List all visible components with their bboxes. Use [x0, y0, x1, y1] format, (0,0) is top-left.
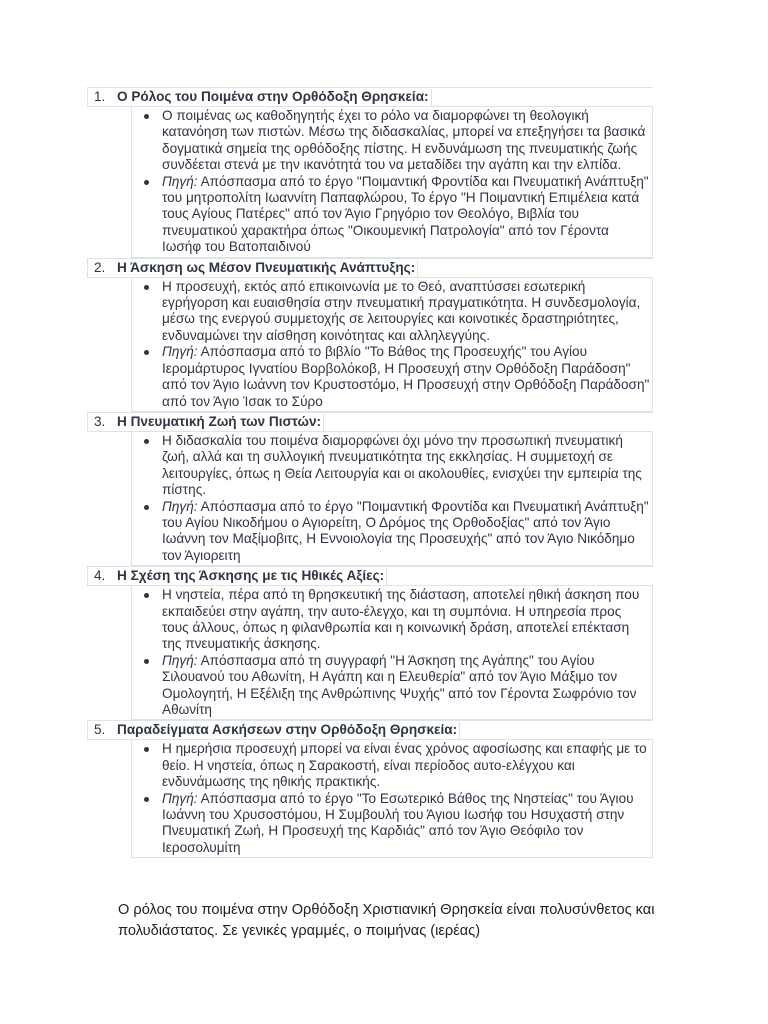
section-body — [131, 107, 653, 258]
section-4 — [87, 566, 653, 720]
section-1 — [87, 87, 653, 258]
section-title: Η Άσκηση ως Μέσον Πνευματικής Ανάπτυξης: — [117, 260, 418, 277]
section-heading — [87, 87, 653, 107]
source-label: Πηγή: — [162, 790, 198, 806]
section-title: Η Σχέση της Άσκησης με τις Ηθικές Αξίες: — [117, 568, 387, 585]
source-text: Απόσπασμα από το έργο "Ποιμαντική Φροντίδα και Πνευματική Ανάπτυξη" του Αγίου Νικοδήμου ο Αγιορείτη, Ο Δρόμος της Ορθοδοξίας" από τον Άγιο Ιωάννη τον Μαξίμοβιτς, Η Εννοιολογία της Προσευχής" από τον Άγιο Νικόδημο τον Άγιορειτη — [162, 498, 649, 563]
section-5 — [87, 720, 653, 858]
source-text: Απόσπασμα από το βιβλίο "Το Βάθος της Προσευχής" του Αγίου Ιερομάρτυρος Ιγνατίου Βορβολόκοβ, Η Προσευχή στην Ορθόδοξη Παράδοση" από τον Άγιο Ιωάννη τον Κρυστοστόμο, Η Προσευχή στην Ορθόδοξη Παράδοση" από τον Άγιο Ίσακ το Σύρο — [162, 344, 650, 409]
section-3 — [87, 412, 653, 566]
document-list — [87, 87, 653, 858]
bullet-text: Η διδασκαλία του ποιμένα διαμορφώνει όχι μόνο την προσωπική πνευματική ζωή, αλλά και τη συλλογική πνευματικότητα της εκκλησίας. Η συμμετοχή σε λειτουργίες, όπως η Θεία Λειτουργία και οι ακολουθίες, ενισχύει την εμπειρία της πίστης. — [162, 432, 642, 498]
section-number: 5. — [94, 722, 106, 738]
section-body — [131, 740, 653, 858]
list-item — [132, 433, 652, 499]
source-label: Πηγή: — [162, 344, 198, 360]
source-text: Απόσπασμα από τη συγγραφή "Η Άσκηση της Αγάπης" του Αγίου Σιλουανού του Αθωνίτη, Η Αγάπη και η Ελευθερία" από τον Άγιο Μάξιμο τον Ομολογητή, Η Εξέλιξη της Ανθρώπινης Ψυχής" από τον Γέροντα Σωφρόνιο τον Αθωνίτη — [162, 652, 637, 717]
bullet-text: Ο ποιμένας ως καθοδηγητής έχει το ρόλο να διαμορφώνει τη θεολογική κατανόηση των πιστών. Μέσω της διδασκαλίας, μπορεί να επεξηγήσει τα βασικά δογματικά σημεία της ορθόδοξης πίστης. Η ενδυνάμωση της πνευματικής ζωής συνδέεται στενά με την ικανότητά του να μεταδίδει την αγάπη και την ελπίδα. — [162, 108, 646, 173]
section-title: Παραδείγματα Ασκήσεων στην Ορθόδοξη Θρησκεία: — [117, 722, 460, 739]
section-number: 1. — [94, 89, 106, 104]
section-heading — [87, 258, 653, 278]
section-heading — [87, 720, 653, 740]
section-body — [131, 432, 653, 566]
source-text: Απόσπασμα από το έργο "Ποιμαντική Φροντίδα και Πνευματική Ανάπτυξη" του μητροπολίτη Ιωαννίτη Παπαφλώρου, Το έργο "Η Ποιμαντική Επιμέλεια κατά τους Αγίους Πατέρες" από τον Άγιο Γρηγόριο τον Θεολόγο, Βιβλία του πνευματικού χαρακτήρα όπως "Οικουμενική Πατρολογία" από τον Γέροντα Ιωσήφ του Βατοπαιδινού — [162, 173, 649, 255]
list-item — [132, 108, 652, 174]
list-item — [132, 279, 652, 345]
section-heading — [87, 566, 653, 586]
section-title: Ο Ρόλος του Ποιμένα στην Ορθόδοξη Θρησκεία: — [117, 89, 432, 106]
list-item — [132, 587, 652, 653]
section-body — [131, 586, 653, 720]
list-item — [132, 741, 652, 790]
source-label: Πηγή: — [162, 498, 198, 514]
source-item — [132, 791, 652, 857]
bullet-text: Η νηστεία, πέρα από τη θρησκευτική της διάσταση, αποτελεί ηθική άσκηση που εκπαιδεύει στην αγάπη, την αυτο-έλεγχο, και τη συμπόνια. Η υπηρεσία προς τους άλλους, όπως η φιλανθρωπία και η κοινωνική δράση, αποτελεί επέκταση της πνευματικής άσκησης. — [162, 587, 640, 652]
section-number: 2. — [94, 259, 106, 275]
source-label: Πηγή: — [162, 173, 198, 189]
section-body — [131, 278, 653, 412]
section-number: 4. — [94, 568, 106, 584]
closing-paragraph: Ο ρόλος του ποιμένα στην Ορθόδοξη Χριστιανική Θρησκεία είναι πολυσύνθετος και πολυδιάστατος. Σε γενικές γραμμές, ο ποιμήνας (ιερέας) — [118, 901, 655, 940]
bullet-text: Η προσευχή, εκτός από επικοινωνία με το Θεό, αναπτύσσει εσωτερική εγρήγορση και ευαισθησία στην πνευματική πραγματικότητα. Η συνδεσμολογία, μέσω της ενεργού συμμετοχής σε λειτουργίες και κοινοτικές δραστηριότητες, ενδυναμώνει την αίσθηση κοινότητας και αλληλεγγύης. — [162, 278, 641, 343]
source-item — [132, 653, 652, 719]
source-label: Πηγή: — [162, 652, 198, 668]
source-item — [132, 174, 652, 256]
bullet-text: Η ημερήσια προσευχή μπορεί να είναι ένας χρόνος αφοσίωσης και επαφής με το θείο. Η νηστεία, όπως η Σαρακοστή, είναι περίοδος αυτο-ελέγχου και ενδυνάμωσης της ηθικής πρακτικής. — [162, 741, 647, 790]
section-number: 3. — [94, 413, 106, 429]
section-title: Η Πνευματική Ζωή των Πιστών: — [117, 414, 324, 431]
section-heading — [87, 412, 653, 432]
section-2 — [87, 258, 653, 412]
source-text: Απόσπασμα από το έργο "Το Εσωτερικό Βάθος της Νηστείας" του Άγιου Ιωάννη του Χρυσοστόμου, Η Συμβουλή του Άγιου Ιωσήφ του Ησυχαστή στην Πνευματική Ζωή, Η Προσευχή της Καρδιάς" από τον Άγιο Θεόφιλο τον Ιεροσολυμίτη — [162, 790, 634, 855]
source-item — [132, 344, 652, 410]
source-item — [132, 499, 652, 565]
